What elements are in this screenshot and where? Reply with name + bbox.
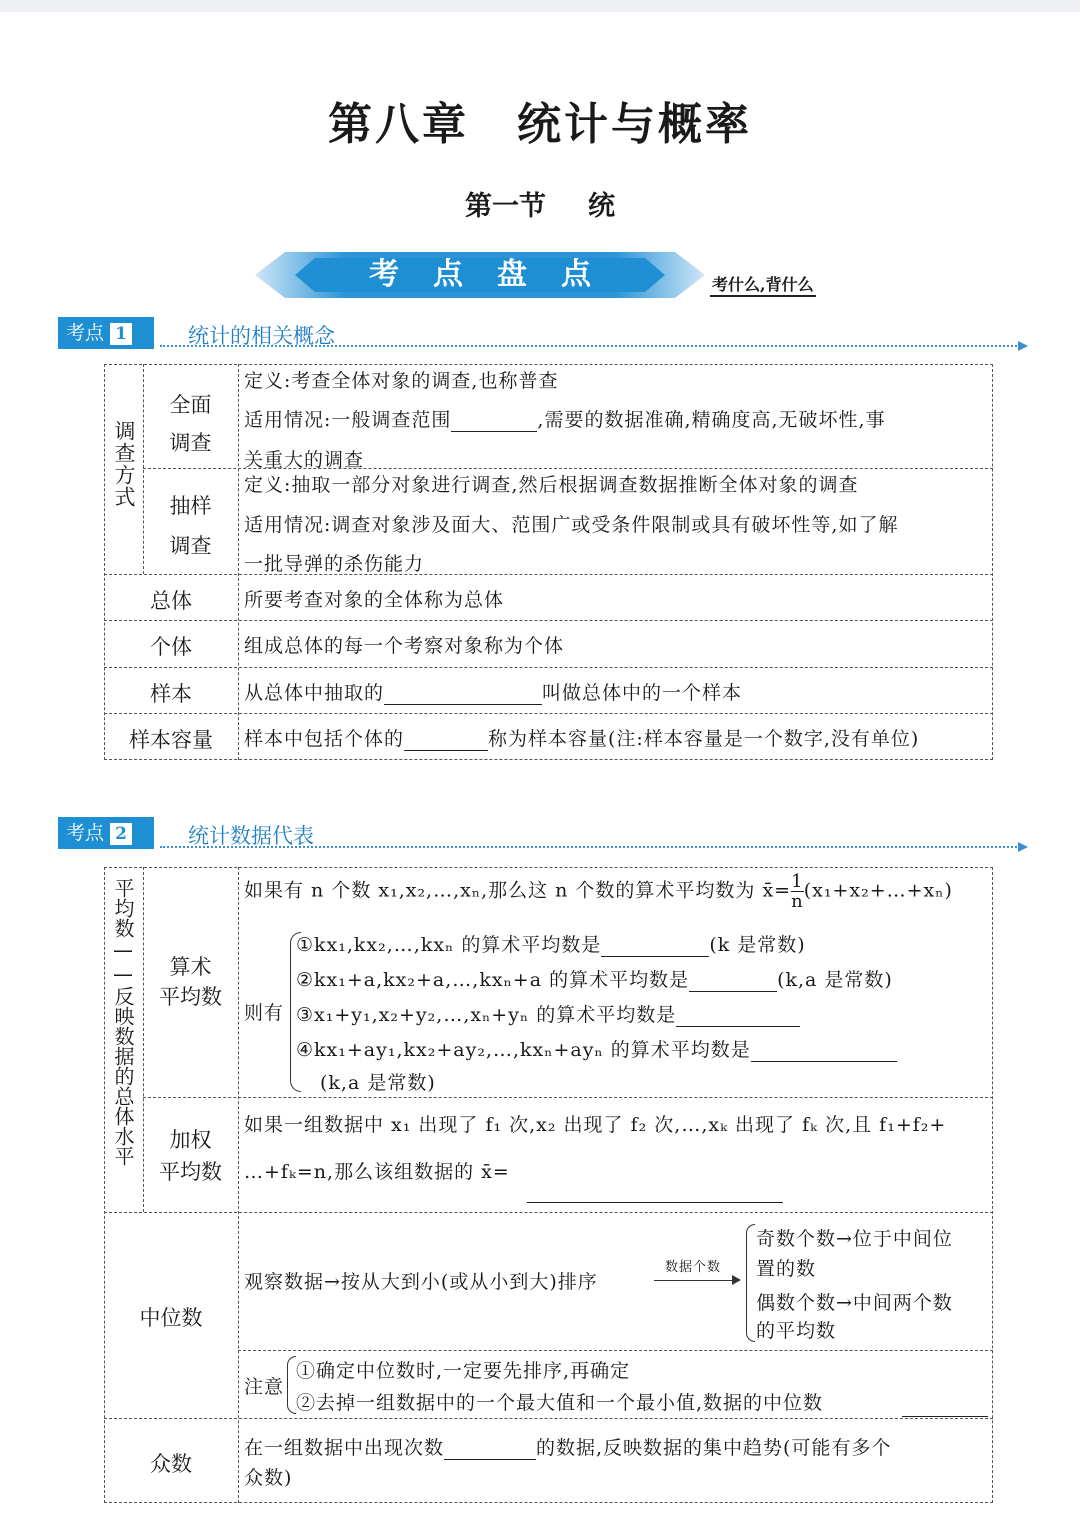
sample-survey-usage: 适用情况:调查对象涉及面大、范围广或受条件限制或具有破坏性等,如了解 <box>244 514 899 536</box>
text-segment: (k 是常数) <box>709 934 806 956</box>
property-1 <box>296 930 806 957</box>
answer-blank[interactable] <box>902 1396 988 1417</box>
mode-label: 众数 <box>150 1452 192 1476</box>
badge-label: 考点 <box>66 322 105 344</box>
population-label: 总体 <box>150 589 192 613</box>
mode-text-cont: 众数) <box>244 1467 293 1489</box>
banner-note: 考什么,背什么 <box>710 272 816 297</box>
sample-label: 样本 <box>150 682 192 706</box>
label-line: 抽样 <box>169 494 212 518</box>
section-name: 统 <box>588 191 615 222</box>
banner-title: 考点盘点 <box>369 257 625 292</box>
label-line: 全面 <box>169 393 212 417</box>
text-segment: 样本中包括个体的 <box>244 728 405 750</box>
right-arrow-icon <box>732 1275 741 1285</box>
text-segment: 在一组数据中出现次数 <box>244 1437 445 1459</box>
divider <box>104 667 993 668</box>
full-survey-usage-cont: 关重大的调查 <box>244 449 365 471</box>
chapter-name: 统计与概率 <box>517 99 752 150</box>
then-label: 则有 <box>244 1002 285 1024</box>
survey-method-label: 调查方式 <box>112 420 136 508</box>
badge-number: 2 <box>110 823 132 845</box>
fraction <box>791 872 804 911</box>
sample-text <box>244 678 742 705</box>
median-note-2: ②去掉一组数据中的一个最大值和一个最小值,数据的中位数 <box>296 1392 824 1414</box>
chapter-title <box>0 88 1080 152</box>
median-even: 偶数个数→中间两个数 <box>756 1292 953 1314</box>
full-survey-label <box>143 386 238 462</box>
keypoint-2-arrow-icon <box>1018 842 1028 852</box>
weighted-mean-line-2: …+fₖ=n,那么该组数据的 x̄= <box>244 1161 510 1183</box>
answer-blank[interactable] <box>689 971 777 992</box>
text-segment: 叫做总体中的一个样本 <box>542 682 743 704</box>
fraction-numerator: 1 <box>791 871 804 892</box>
divider <box>238 867 239 1503</box>
badge-label: 考点 <box>66 822 105 844</box>
full-survey-usage <box>244 405 886 432</box>
median-note-1: ①确定中位数时,一定要先排序,再确定 <box>296 1360 631 1382</box>
text-segment: 的数据,反映数据的集中趋势(可能有多个 <box>536 1437 892 1459</box>
keypoint-1-badge <box>58 317 154 349</box>
section-title <box>0 184 1080 223</box>
keypoint-1-arrow-icon <box>1018 341 1028 351</box>
median-label: 中位数 <box>139 1306 203 1330</box>
label-line: 调查 <box>169 431 212 455</box>
label-line: 平均数 <box>159 985 222 1009</box>
sample-survey-usage-cont: 一批导弹的杀伤能力 <box>244 553 425 575</box>
section-number: 第一节 <box>465 191 546 222</box>
divider <box>104 1418 993 1419</box>
answer-blank[interactable] <box>451 411 537 432</box>
sample-survey-label <box>143 486 238 566</box>
keypoint-2-dotted-line <box>160 846 1020 848</box>
arithmetic-mean-label <box>143 952 238 1012</box>
text-segment: 适用情况:一般调查范围 <box>244 409 452 431</box>
mean-group-label: 平均数——反映数据的总体水平 <box>111 878 135 1166</box>
text-segment: ,需要的数据准确,精确度高,无破坏性,事 <box>537 409 886 431</box>
median-arrow-line <box>654 1280 734 1281</box>
divider <box>104 574 993 575</box>
median-arrow-label: 数据个数 <box>665 1260 722 1275</box>
divider <box>143 1097 993 1098</box>
answer-blank[interactable] <box>601 936 709 957</box>
keypoint-2-title: 统计数据代表 <box>188 824 314 848</box>
answer-blank[interactable] <box>751 1041 897 1062</box>
property-4 <box>296 1035 897 1062</box>
label-line: 平均数 <box>159 1160 222 1184</box>
median-even-cont: 的平均数 <box>756 1320 837 1342</box>
text-segment: ③x₁+y₁,x₂+y₂,…,xₙ+yₙ 的算术平均数是 <box>296 1004 677 1026</box>
keypoint-banner <box>255 250 705 300</box>
individual-label: 个体 <box>150 635 192 659</box>
answer-blank[interactable] <box>676 1006 800 1027</box>
divider <box>104 713 993 714</box>
divider <box>238 1350 993 1351</box>
answer-blank[interactable] <box>444 1439 536 1460</box>
keypoint-1-title: 统计的相关概念 <box>188 324 335 348</box>
sample-size-label: 样本容量 <box>129 728 213 752</box>
sample-survey-definition: 定义:抽取一部分对象进行调查,然后根据调查数据推断全体对象的调查 <box>244 474 859 496</box>
text-segment: 称为样本容量(注:样本容量是一个数字,没有单位) <box>488 728 920 750</box>
arithmetic-mean-formula <box>244 872 953 911</box>
answer-blank[interactable] <box>527 1182 783 1203</box>
answer-blank[interactable] <box>404 730 488 751</box>
text-segment: (x₁+x₂+…+xₙ) <box>803 879 953 902</box>
sample-size-text <box>244 724 919 751</box>
property-4-note: (k,a 是常数) <box>320 1072 436 1094</box>
keypoint-1-dotted-line <box>160 345 1020 347</box>
divider <box>104 620 993 621</box>
population-text: 所要考查对象的全体称为总体 <box>244 589 505 611</box>
individual-text: 组成总体的每一个考察对象称为个体 <box>244 635 565 657</box>
property-2 <box>296 965 893 992</box>
property-3 <box>296 1000 800 1027</box>
brace <box>287 1356 296 1414</box>
top-strip <box>0 0 1080 12</box>
text-segment: 从总体中抽取的 <box>244 682 385 704</box>
divider <box>238 364 239 760</box>
answer-blank[interactable] <box>384 684 542 705</box>
chapter-number: 第八章 <box>328 99 469 150</box>
text-segment: (k,a 是常数) <box>777 969 893 991</box>
keypoint-2-badge <box>58 817 154 849</box>
label-line: 算术 <box>169 955 212 979</box>
badge-number: 1 <box>110 323 132 345</box>
median-note-label: 注意 <box>244 1376 285 1398</box>
text-segment: ①kx₁,kx₂,…,kxₙ 的算术平均数是 <box>296 934 602 956</box>
text-segment: ②kx₁+a,kx₂+a,…,kxₙ+a 的算术平均数是 <box>296 969 690 991</box>
text-segment: ④kx₁+ay₁,kx₂+ay₂,…,kxₙ+ayₙ 的算术平均数是 <box>296 1039 751 1061</box>
median-observe: 观察数据→按从大到小(或从小到大)排序 <box>244 1271 598 1293</box>
divider <box>104 1212 993 1213</box>
label-line: 加权 <box>169 1128 212 1152</box>
weighted-mean-label <box>143 1124 238 1188</box>
label-line: 调查 <box>169 534 212 558</box>
fraction-denominator: n <box>791 891 804 912</box>
median-odd: 奇数个数→位于中间位 <box>756 1228 953 1250</box>
weighted-mean-line-1: 如果一组数据中 x₁ 出现了 f₁ 次,x₂ 出现了 f₂ 次,…,xₖ 出现了 fₖ 次,且 f₁+f₂+ <box>244 1114 947 1136</box>
median-odd-cont: 置的数 <box>756 1258 817 1280</box>
full-survey-definition: 定义:考查全体对象的调查,也称普查 <box>244 370 559 392</box>
mode-text <box>244 1433 891 1460</box>
brace <box>746 1224 755 1342</box>
text-segment: 如果有 n 个数 x₁,x₂,…,xₙ,那么这 n 个数的算术平均数为 x̄= <box>244 879 792 902</box>
